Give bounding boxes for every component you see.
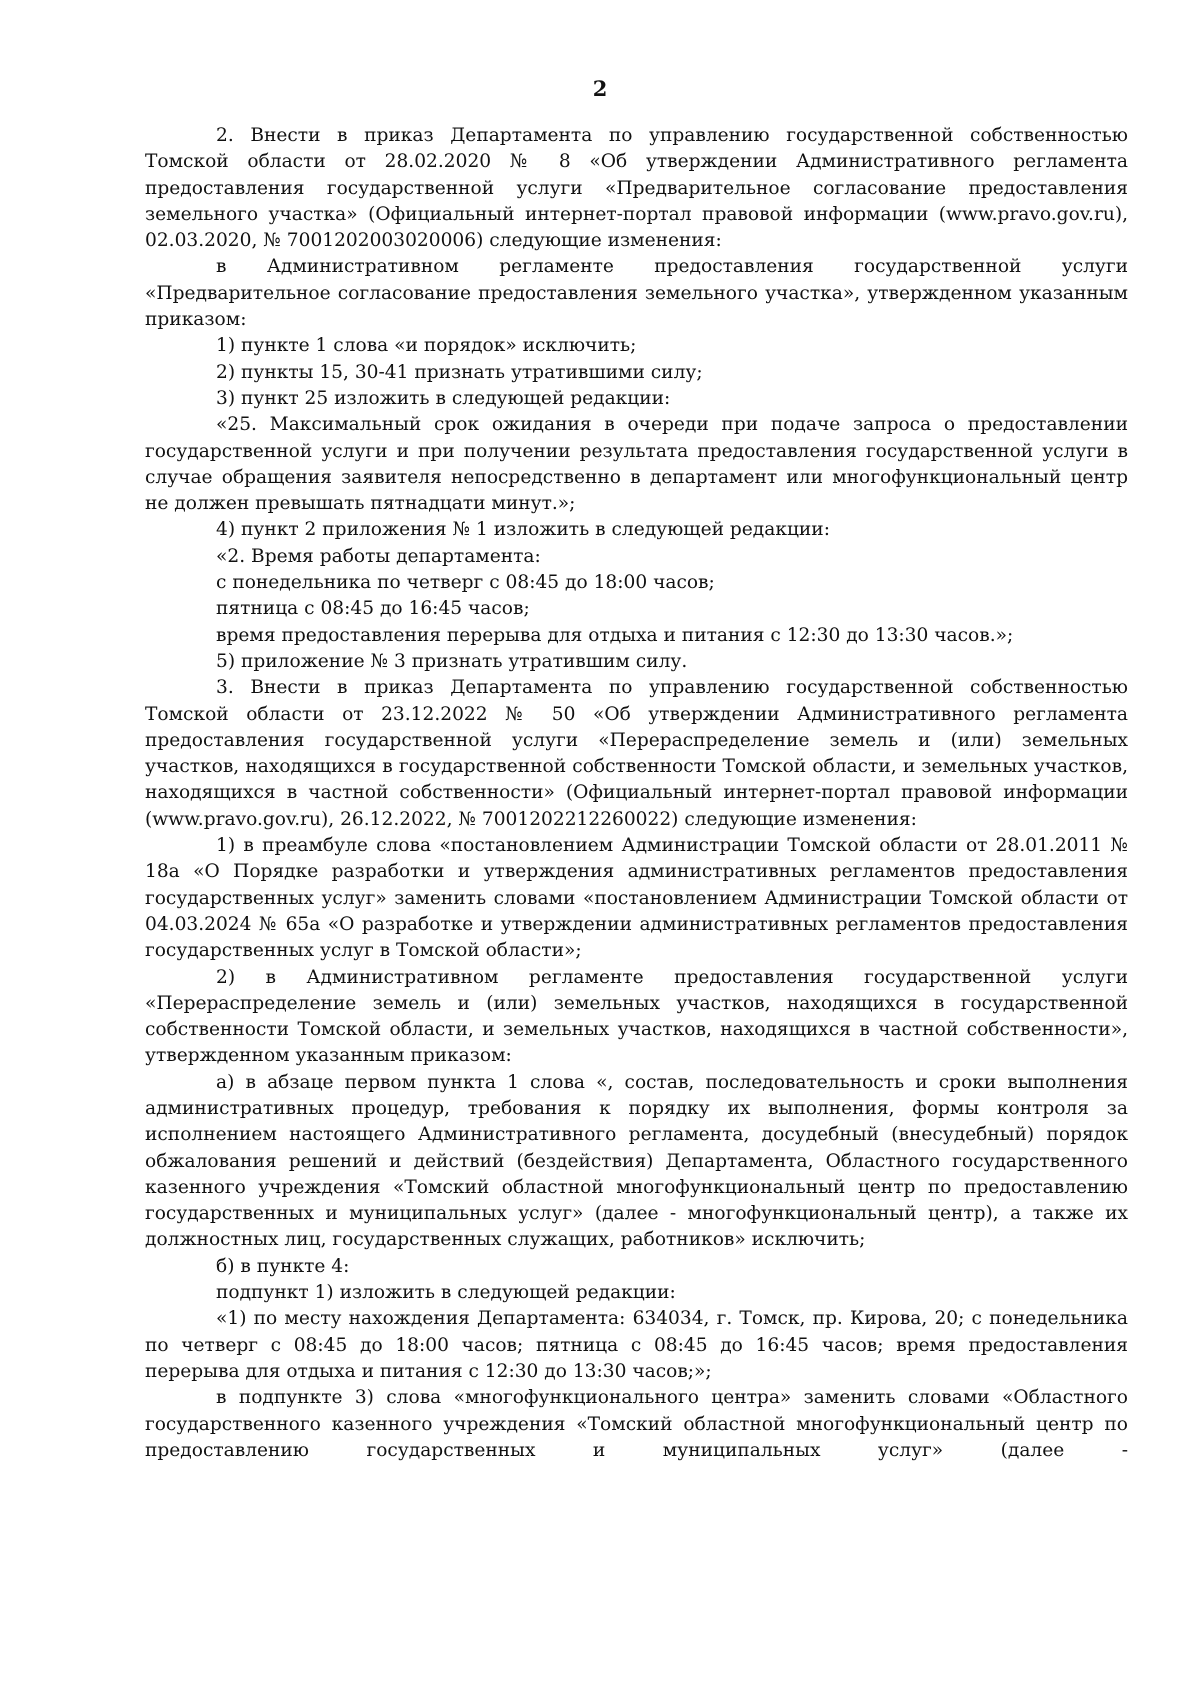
paragraph-item-3: 3. Внести в приказ Департамента по управлению государственной собственностью Томской области от 23.12.2022 № 50 «Об утверждении Административного регламента предоставления государственной услуги «Перераспределение земель и (или) земельных участков, находящихся в государственной собственности Томской области, и земельных участков, находящихся в частной собственности» (Официальный интернет-портал правовой информации (www.pravo.gov.ru), 26.12.2022, № 7001202212260022) следующие изменения: bbox=[145, 677, 1128, 830]
paragraph-sub-5: 5) приложение № 3 признать утратившим силу. bbox=[216, 650, 688, 672]
paragraph-sub-4: 4) пункт 2 приложения № 1 изложить в следующей редакции: bbox=[216, 519, 830, 541]
paragraph-sub-1: 1) пункте 1 слова «и порядок» исключить; bbox=[216, 335, 637, 357]
paragraph-sub-3: 3) пункт 25 изложить в следующей редакции: bbox=[216, 387, 671, 409]
paragraph-subpoint-1-intro: подпункт 1) изложить в следующей редакции: bbox=[216, 1282, 676, 1304]
paragraph-sub-2: 2) пункты 15, 30-41 признать утратившими силу; bbox=[216, 361, 703, 383]
paragraph-subpoint-1-text: «1) по месту нахождения Департамента: 634034, г. Томск, пр. Кирова, 20; с понедельника по четверг с 08:45 до 18:00 часов; пятница с 08:45 до 16:45 часов; время предоставления перерыва для отдыха и питания с 12:30 до 13:30 часов;»; bbox=[145, 1308, 1128, 1382]
paragraph-work-time-fri: пятница с 08:45 до 16:45 часов; bbox=[216, 598, 530, 620]
paragraph-item-3-sub-b: б) в пункте 4: bbox=[216, 1255, 350, 1277]
paragraph-item-3-sub-a: а) в абзаце первом пункта 1 слова «, состав, последовательность и сроки выполнения административных процедур, требования к порядку их выполнения, формы контроля за исполнением настоящего Административного регламента, досудебный (внесудебный) порядок обжалования решений и действий (бездействия) Департамента, Областного государственного казенного учреждения «Томский областной многофункциональный центр по предоставлению государственных и муниципальных услуг» (далее - многофункциональный центр), а также их должностных лиц, государственных служащих, работников» исключить; bbox=[145, 1071, 1128, 1251]
paragraph-work-time-mon-thu: с понедельника по четверг с 08:45 до 18:00 часов; bbox=[216, 572, 715, 594]
paragraph-clause-25: «25. Максимальный срок ожидания в очереди при подаче запроса о предоставлении государственной услуги и при получении результата предоставления государственной услуги в случае обращения заявителя непосредственно в департамент или многофункциональный центр не должен превышать пятнадцати минут.»; bbox=[145, 414, 1128, 515]
paragraph-work-time-break: время предоставления перерыва для отдыха и питания с 12:30 до 13:30 часов.»; bbox=[216, 624, 1014, 646]
paragraph-item-2: 2. Внести в приказ Департамента по управлению государственной собственностью Томской области от 28.02.2020 № 8 «Об утверждении Административного регламента предоставления государственной услуги «Предварительное согласование предоставления земельного участка» (Официальный интернет-портал правовой информации (www.pravo.gov.ru), 02.03.2020, № 7001202003020006) следующие изменения: bbox=[145, 125, 1128, 252]
page-number: 2 bbox=[592, 76, 608, 101]
document-body bbox=[145, 123, 1128, 1490]
paragraph-item-3-sub-1: 1) в преамбуле слова «постановлением Администрации Томской области от 28.01.2011 № 18а «О Порядке разработки и утверждения административных регламентов предоставления государственных услуг» заменить словами «постановлением Администрации Томской области от 04.03.2024 № 65а «О разработке и утверждении административных регламентов предоставления государственных услуг в Томской области»; bbox=[145, 835, 1128, 962]
paragraph-reglament-intro: в Административном регламенте предоставления государственной услуги «Предварительное согласование предоставления земельного участка», утвержденном указанным приказом: bbox=[145, 256, 1128, 331]
paragraph-item-3-sub-2: 2) в Административном регламенте предоставления государственной услуги «Перераспределение земель и (или) земельных участков, находящихся в государственной собственности Томской области, и земельных участков, находящихся в частной собственности», утвержденном указанным приказом: bbox=[145, 966, 1128, 1067]
paragraph-subpoint-3: в подпункте 3) слова «многофункционального центра» заменить словами «Областного государственного казенного учреждения «Томский областной многофункциональный центр по предоставлению государственных и муниципальных услуг» (далее - bbox=[145, 1387, 1128, 1461]
paragraph-work-time-title: «2. Время работы департамента: bbox=[216, 545, 541, 567]
